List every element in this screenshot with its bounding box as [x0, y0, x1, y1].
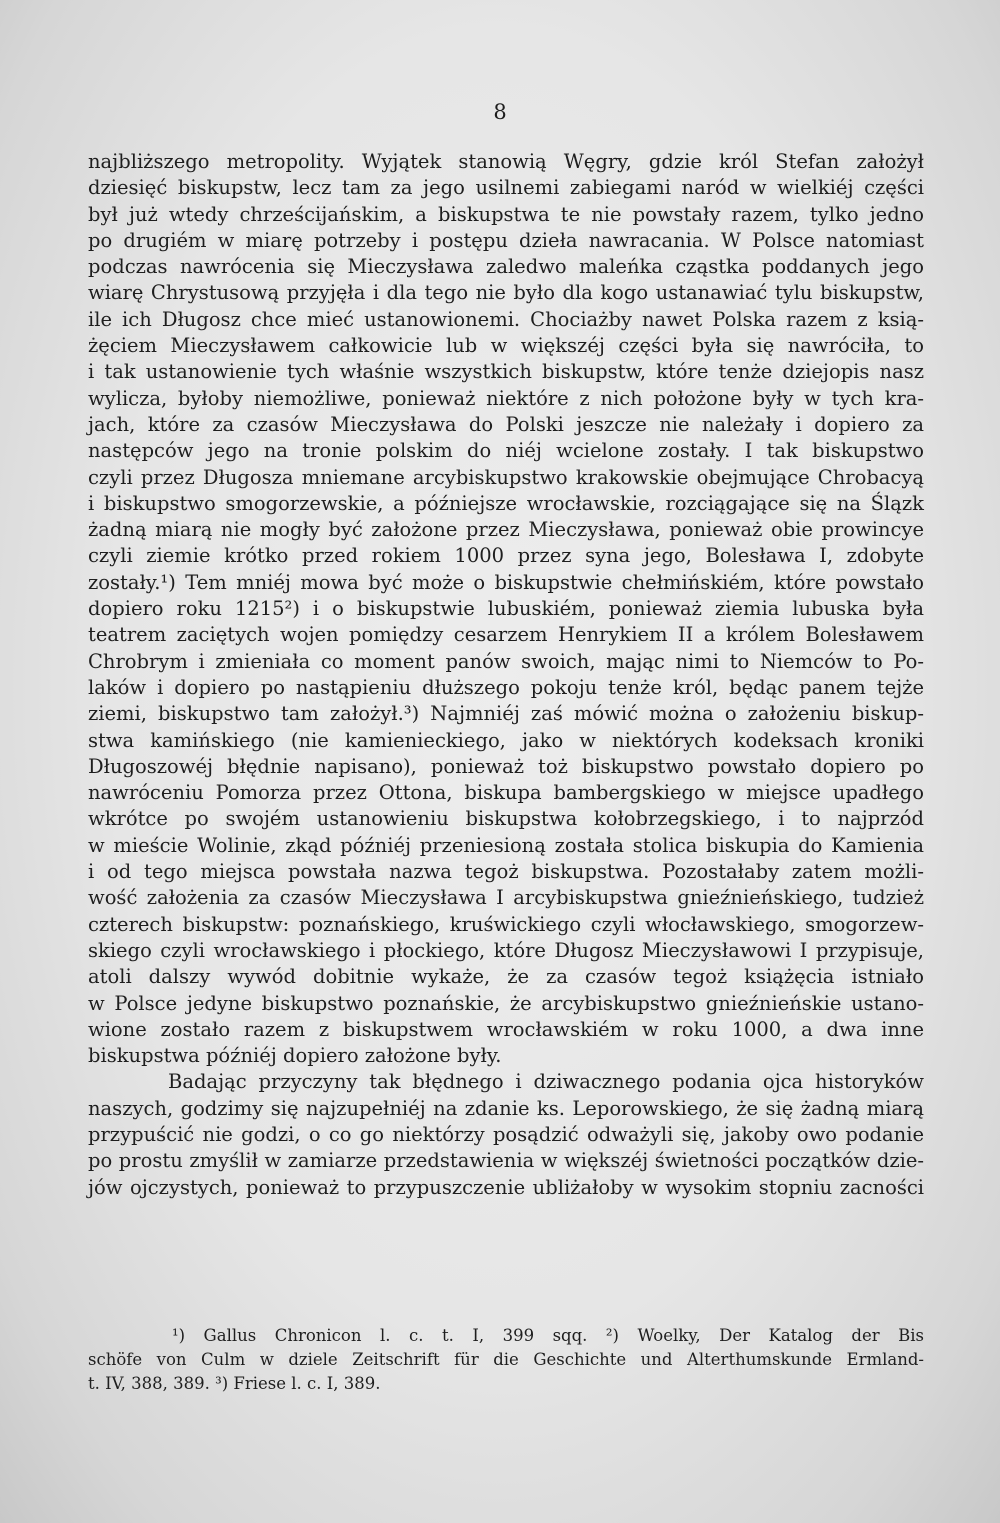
body-line: po drugiém w miarę potrzeby i postępu dzieła nawracania. W Polsce natomiast — [88, 228, 924, 252]
body-line: po prostu zmyślił w zamiarze przedstawienia w większéj świetności początków dzie- — [88, 1149, 924, 1173]
body-line: atoli dalszy wywód dobitnie wykaże, że za czasów tegoż książęcia istniało — [88, 965, 924, 989]
body-line: nawróceniu Pomorza przez Ottona, biskupa bambergskiego w miejsce upadłego — [88, 781, 924, 805]
footnote-line: ¹) Gallus Chronicon l. c. t. I, 399 sqq. ²) Woelky, Der Katalog der Bis — [172, 1326, 924, 1345]
body-line: najbliższego metropolity. Wyjątek stanowią Węgry, gdzie król Stefan założył — [88, 150, 924, 173]
body-line: laków i dopiero po nastąpieniu dłuższego pokoju tenże król, będąc panem tejże — [88, 675, 924, 699]
body-line: w Polsce jedyne biskupstwo poznańskie, że arcybiskupstwo gnieźnieńskie ustano- — [88, 991, 924, 1015]
body-line: w mieście Wolinie, zkąd późniéj przeniesioną została stolica biskupia do Kamienia — [88, 833, 924, 857]
body-line: i biskupstwo smogorzewskie, a późniejsze wrocławskie, rozciągające się na Ślązk — [88, 491, 924, 515]
body-line: wiarę Chrystusową przyjęła i dla tego nie było dla kogo ustanawiać tylu biskupstw, — [88, 281, 924, 305]
body-line: przypuścić nie godzi, o co go niektórzy posądzić odważyli się, jakoby owo podanie — [88, 1122, 924, 1146]
body-line: Długoszowéj błędnie napisano), ponieważ toż biskupstwo powstało dopiero po — [88, 754, 924, 778]
footnote-line: t. IV, 388, 389. ³) Friese l. c. I, 389. — [88, 1374, 381, 1393]
body-line: czterech biskupstw: poznańskiego, kruświckiego czyli włocławskiego, smogorzew- — [88, 912, 924, 936]
body-line: następców jego na tronie polskim do niéj wcielone zostały. I tak biskupstwo — [88, 439, 924, 463]
paragraph-start-line: Badając przyczyny tak błędnego i dziwacznego podania ojca historyków — [168, 1070, 924, 1094]
body-line: wylicza, byłoby niemożliwe, ponieważ niektóre z nich położone były w tych kra- — [88, 386, 924, 410]
body-line: ziemi, biskupstwo tam założył.³) Najmniéj zaś mówić można o założeniu biskup- — [88, 702, 924, 726]
body-line: i od tego miejsca powstała nazwa tegoż biskupstwa. Pozostałaby zatem możli- — [88, 860, 924, 884]
footnotes — [88, 1324, 924, 1396]
body-line: podczas nawrócenia się Mieczysława zaledwo maleńka cząstka poddanych jego — [88, 255, 924, 279]
body-line: dziesięć biskupstw, lecz tam za jego usilnemi zabiegami naród w wielkiéj części — [88, 176, 924, 200]
body-line: i tak ustanowienie tych właśnie wszystkich biskupstw, które tenże dziejopis nasz — [88, 360, 924, 384]
body-line: ile ich Długosz chce mieć ustanowionemi. Chociażby nawet Polska razem z ksią- — [88, 307, 924, 331]
paragraph-end-line: biskupstwa późniéj dopiero założone były. — [88, 1044, 502, 1068]
body-line: wkrótce po swojém ustanowieniu biskupstwa kołobrzegskiego, i to najprzód — [88, 807, 924, 831]
body-line: dopiero roku 1215²) i o biskupstwie lubuskiém, ponieważ ziemia lubuska była — [88, 597, 924, 621]
body-line: skiego czyli wrocławskiego i płockiego, które Długosz Mieczysławowi I przypisuje, — [88, 938, 924, 962]
body-line: czyli przez Długosza mniemane arcybiskupstwo krakowskie obejmujące Chrobacyą — [88, 465, 924, 489]
body-line: czyli ziemie krótko przed rokiem 1000 przez syna jego, Bolesława I, zdobyte — [88, 544, 924, 568]
body-line: zostały.¹) Tem mniéj mowa być może o biskupstwie chełmińskiém, które powstało — [88, 570, 924, 594]
body-line: jach, które za czasów Mieczysława do Polski jeszcze nie należały i dopiero za — [88, 412, 924, 436]
body-line: wość założenia za czasów Mieczysława I arcybiskupstwa gnieźnieńskiego, tudzież — [88, 886, 924, 910]
body-line: żęciem Mieczysławem całkowicie lub w większéj części była się nawróciła, to — [88, 334, 924, 358]
body-line: stwa kamińskiego (nie kamienieckiego, jako w niektórych kodeksach kroniki — [88, 728, 924, 752]
body-line: Chrobrym i zmieniała co moment panów swoich, mając nimi to Niemców to Po- — [88, 649, 924, 673]
body-line: żadną miarą nie mogły być założone przez Mieczysława, ponieważ obie prowincye — [88, 518, 924, 542]
body-line: naszych, godzimy się najzupełniéj na zdanie ks. Leporowskiego, że się żadną miarą — [88, 1096, 924, 1120]
body-line: był już wtedy chrześcijańskim, a biskupstwa te nie powstały razem, tylko jedno — [88, 202, 924, 226]
page-number: 8 — [493, 100, 507, 124]
body-text — [88, 149, 924, 1201]
body-line: jów ojczystych, ponieważ to przypuszczenie ubliżałoby w wysokim stopniu zacności — [88, 1175, 924, 1199]
footnote-line: schöfe von Culm w dziele Zeitschrift für die Geschichte und Alterthumskunde Ermland- — [88, 1350, 924, 1369]
body-line: wione zostało razem z biskupstwem wrocławskiém w roku 1000, a dwa inne — [88, 1017, 924, 1041]
body-line: teatrem zaciętych wojen pomiędzy cesarzem Henrykiem II a królem Bolesławem — [88, 623, 924, 647]
